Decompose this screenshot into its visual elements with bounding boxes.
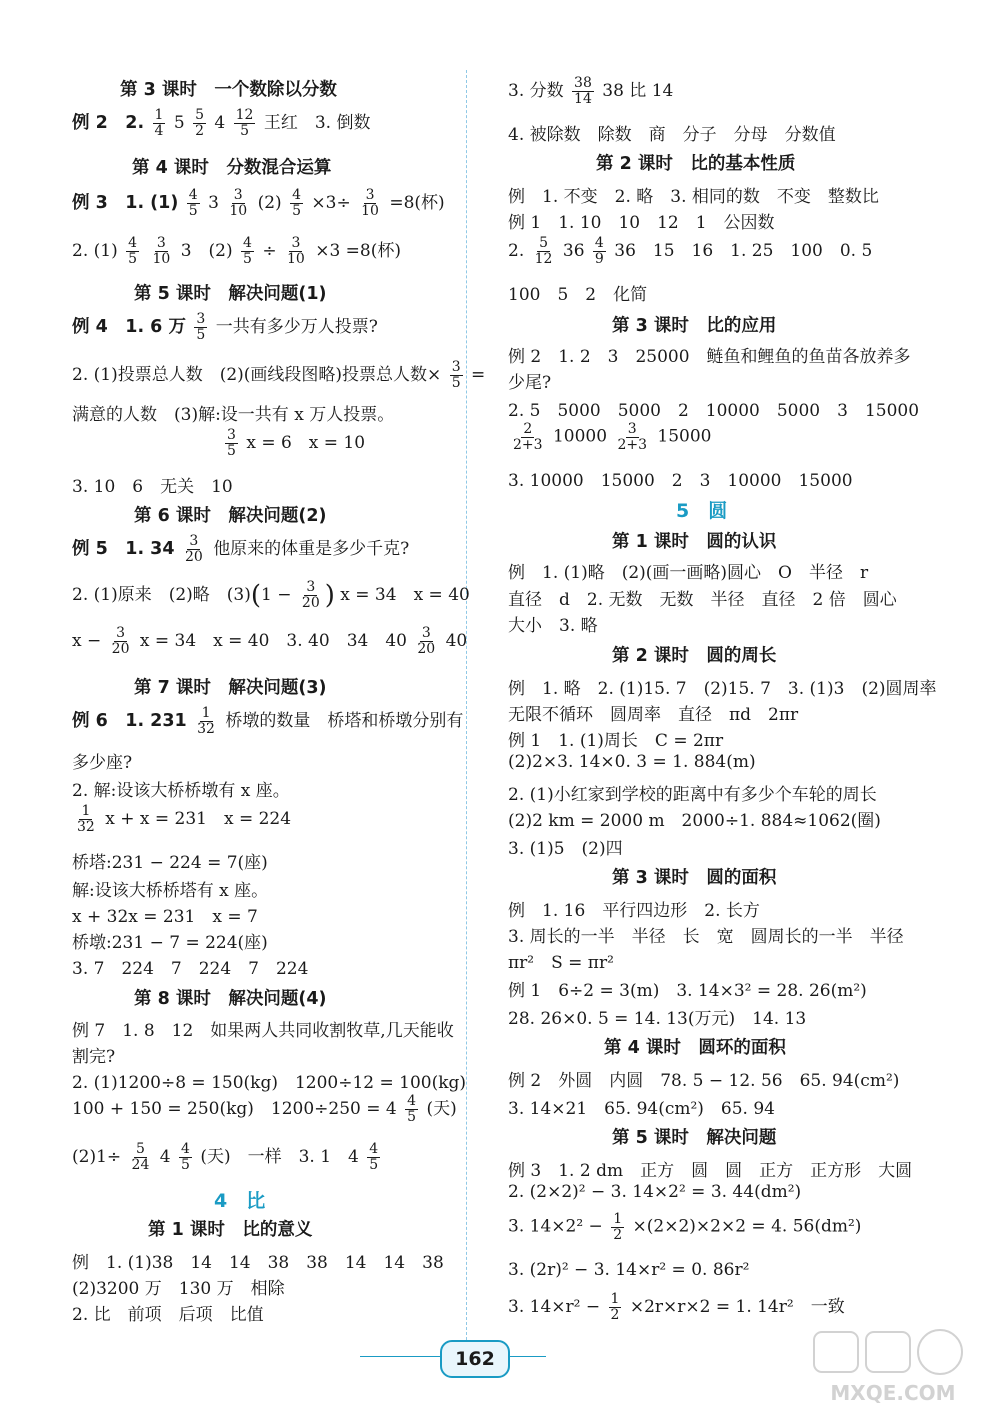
answer-line: 直径 d 2. 无数 无数 半径 直径 2 倍 圆心 (508, 590, 897, 610)
answer-line: 100 + 150 = 250(kg) 1200÷250 = 4 $\frac{4}{5}$ (天) (72, 1093, 457, 1125)
fraction: $\frac{4}{5}$ (188, 187, 198, 219)
answer-line: (2)2 km = 2000 m 2000÷1. 884≈1062(圈) (508, 811, 881, 831)
lesson-heading: 第 1 课时 圆的认识 (612, 532, 777, 552)
answer-line: 2. 比 前项 后项 比值 (72, 1305, 264, 1325)
answer-line: 满意的人数 (3)解:设一共有 x 万人投票。 (72, 405, 395, 425)
fraction: $\frac{5}{12}$ (534, 235, 553, 267)
answer-line: 2. (1)原来 (2)略 (3)(1 − $\frac{3}{20}$ ) x = 34 x = 40 (72, 579, 470, 611)
answer-line: 割完? (72, 1047, 116, 1067)
fraction: $\frac{3}{5}$ (451, 359, 461, 391)
answer-line: 桥塔:231 − 224 = 7(座) (72, 853, 268, 873)
answer-line: 例 1 1. (1)周长 C = 2πr (508, 731, 724, 751)
answer-line: 2. (1)投票总人数 (2)(画线段图略)投票总人数× $\frac{3}{5}$ = (72, 359, 486, 391)
answer-line: 例 7 1. 8 12 如果两人共同收割牧草,几天能收 (72, 1021, 454, 1041)
answer-line: 解:设该大桥桥塔有 x 座。 (72, 881, 269, 901)
answer-line: 例 1. (1)38 14 14 38 38 14 14 38 (72, 1253, 444, 1273)
answer-line: 例 1. 略 2. (1)15. 7 (2)15. 7 3. (1)3 (2)圆周率 (508, 679, 937, 699)
lesson-heading: 第 2 课时 圆的周长 (612, 646, 777, 666)
fraction: $\frac{1}{32}$ (197, 705, 215, 737)
lesson-heading: 第 3 课时 圆的面积 (612, 868, 777, 888)
answer-line: 大小 3. 略 (508, 616, 598, 636)
watermark-logo (808, 1328, 978, 1408)
fraction: $\frac{3}{20}$ (301, 579, 320, 611)
fraction: $\frac{3}{5}$ (196, 311, 206, 343)
lesson-heading: 第 1 课时 比的意义 (148, 1220, 313, 1240)
footer-rule-right (506, 1356, 546, 1357)
chapter-heading: 4 比 (214, 1190, 266, 1212)
fraction: $\frac{3}{2+3}$ (617, 421, 647, 453)
watermark-text: MXQE.COM (830, 1381, 956, 1405)
answer-line: 28. 26×0. 5 = 14. 13(万元) 14. 13 (508, 1009, 807, 1029)
fraction: $\frac{4}{5}$ (243, 235, 252, 267)
fraction: $\frac{3}{10}$ (286, 235, 305, 267)
fraction: $\frac{3}{10}$ (229, 187, 248, 219)
answer-line: 3. 10000 15000 2 3 10000 15000 (508, 471, 853, 491)
answer-line: 2. $\frac{5}{12}$ 36 $\frac{4}{9}$ 36 15 16 1. 25 100 0. 5 (508, 235, 873, 267)
chapter-heading: 5 圆 (676, 500, 728, 522)
fraction: $\frac{3}{20}$ (184, 533, 203, 565)
answer-line: πr² S = πr² (508, 953, 614, 973)
answer-line: $\frac{2}{2+3}$ 10000 $\frac{3}{2+3}$ 15000 (513, 421, 712, 453)
answer-line: 100 5 2 化简 (508, 285, 648, 305)
lesson-heading: 第 6 课时 解决问题(2) (134, 506, 327, 526)
lesson-heading: 第 2 课时 比的基本性质 (596, 154, 796, 174)
lesson-heading: 第 3 课时 比的应用 (612, 316, 777, 336)
answer-line: 2. 5 5000 5000 2 10000 5000 3 15000 (508, 401, 920, 421)
answer-line: 例 5 1. 34 $\frac{3}{20}$ 他原来的体重是多少千克? (72, 533, 410, 565)
fraction: $\frac{3}{10}$ (361, 187, 379, 219)
fraction: $\frac{5}{24}$ (131, 1141, 150, 1173)
fraction: $\frac{2}{2+3}$ (513, 421, 543, 453)
answer-line: 例 2 外圆 内圆 78. 5 − 12. 56 65. 94(cm²) (508, 1071, 900, 1091)
answer-line: 例 3 1. (1) $\frac{4}{5}$ 3 $\frac{3}{10}$ (2) $\frac{4}{5}$ ×3÷ $\frac{3}{10}$ =8(杯) (72, 187, 445, 219)
fraction: $\frac{1}{4}$ (154, 107, 164, 139)
answer-line: 2. 解:设该大桥桥墩有 x 座。 (72, 781, 290, 801)
answer-line: (2)1÷ $\frac{5}{24}$ 4 $\frac{4}{5}$ (天) 一样 3. 1 4 $\frac{4}{5}$ (72, 1141, 379, 1173)
fraction: $\frac{12}{5}$ (235, 107, 254, 139)
answer-line: x − $\frac{3}{20}$ x = 34 x = 40 3. 40 34 40 $\frac{3}{20}$ 40 (72, 625, 468, 657)
answer-line: 3. 10 6 无关 10 (72, 477, 233, 497)
answer-line: x + 32x = 231 x = 7 (72, 907, 258, 927)
answer-line: 例 3 1. 2 dm 正方 圆 圆 正方 正方形 大圆 (508, 1161, 913, 1181)
answer-line: 3. 分数 $\frac{38}{14}$ 38 比 14 (508, 75, 674, 107)
answer-line: 例 1. 不变 2. 略 3. 相同的数 不变 整数比 (508, 187, 879, 207)
answer-line: 3. (2r)² − 3. 14×r² = 0. 86r² (508, 1260, 750, 1280)
equation: $\frac{1}{32}$ x + x = 231 x = 224 (77, 803, 292, 835)
lesson-heading: 第 4 课时 分数混合运算 (132, 158, 332, 178)
answer-line: 例 4 1. 6 万 $\frac{3}{5}$ 一共有多少万人投票? (72, 311, 378, 343)
fraction: $\frac{4}{5}$ (369, 1141, 379, 1173)
answer-line: 例 2 1. 2 3 25000 鲢鱼和鲤鱼的鱼苗各放养多 (508, 347, 911, 367)
answer-line: (2)3200 万 130 万 相除 (72, 1279, 285, 1299)
answer-line: 2. (1)1200÷8 = 150(kg) 1200÷12 = 100(kg) (72, 1073, 467, 1093)
fraction: $\frac{1}{2}$ (613, 1211, 623, 1243)
fraction: $\frac{4}{5}$ (128, 235, 138, 267)
equation: 3. 14×r² − $\frac{1}{2}$ ×2r×r×2 = 1. 14r² 一致 (508, 1291, 845, 1323)
column-divider (466, 70, 467, 1340)
answer-line: 多少座? (72, 753, 133, 773)
fraction: $\frac{3}{5}$ (227, 427, 236, 459)
fraction: $\frac{3}{20}$ (417, 625, 436, 657)
fraction: $\frac{1}{2}$ (610, 1291, 620, 1323)
answer-line: 例 1 6÷2 = 3(m) 3. 14×3² = 28. 26(m²) (508, 981, 867, 1001)
answer-line: 3. (1)5 (2)四 (508, 839, 623, 859)
fraction: $\frac{4}{5}$ (407, 1093, 417, 1125)
lesson-heading: 第 4 课时 圆环的面积 (604, 1038, 786, 1058)
fraction: $\frac{4}{5}$ (181, 1141, 190, 1173)
answer-line: 3. 14×21 65. 94(cm²) 65. 94 (508, 1099, 775, 1119)
answer-line: 少尾? (508, 373, 552, 393)
fraction: $\frac{4}{5}$ (292, 187, 301, 219)
answer-line: 无限不循环 圆周率 直径 πd 2πr (508, 705, 799, 725)
answer-line: 桥墩:231 − 7 = 224(座) (72, 933, 268, 953)
lesson-heading: 第 8 课时 解决问题(4) (134, 989, 327, 1009)
lesson-heading: 第 5 课时 解决问题(1) (134, 284, 327, 304)
answer-line: 例 2 2. $\frac{1}{4}$ 5 $\frac{5}{2}$ 4 $\frac{12}{5}$ 王红 3. 倒数 (72, 107, 371, 139)
fraction: $\frac{38}{14}$ (574, 75, 592, 107)
answer-line: 例 6 1. 231 $\frac{1}{32}$ 桥墩的数量 桥塔和桥墩分别有 (72, 705, 464, 737)
fraction: $\frac{1}{32}$ (77, 803, 95, 835)
lesson-heading: 第 7 课时 解决问题(3) (134, 678, 327, 698)
answer-line: 2. (1) $\frac{4}{5}$ $\frac{3}{10}$ 3 (2) $\frac{4}{5}$ ÷ $\frac{3}{10}$ ×3 =8(杯) (72, 235, 402, 267)
answer-line: 3. 7 224 7 224 7 224 (72, 959, 309, 979)
equation: 3. 14×2² − $\frac{1}{2}$ ×(2×2)×2×2 = 4. 56(dm²) (508, 1211, 862, 1243)
answer-line: (2)2×3. 14×0. 3 = 1. 884(m) (508, 752, 756, 772)
answer-line: 2. (1)小红家到学校的距离中有多少个车轮的周长 (508, 785, 877, 805)
fraction: $\frac{5}{2}$ (195, 107, 204, 139)
answer-line: 例 1. (1)略 (2)(画一画略)圆心 O 半径 r (508, 563, 869, 583)
lesson-heading: 第 5 课时 解决问题 (612, 1128, 777, 1148)
answer-line: 例 1. 16 平行四边形 2. 长方 (508, 901, 760, 921)
fraction: $\frac{3}{20}$ (111, 625, 130, 657)
answer-line: 4. 被除数 除数 商 分子 分母 分数值 (508, 125, 836, 145)
answer-line: 例 1 1. 10 10 12 1 公因数 (508, 213, 775, 233)
answer-line: 3. 周长的一半 半径 长 宽 圆周长的一半 半径 (508, 927, 904, 947)
page-number: 162 (440, 1340, 510, 1378)
fraction: $\frac{4}{9}$ (594, 235, 604, 267)
fraction: $\frac{3}{10}$ (152, 235, 171, 267)
equation: $\frac{3}{5}$ x = 6 x = 10 (227, 427, 366, 459)
lesson-heading: 第 3 课时 一个数除以分数 (120, 80, 337, 100)
footer-rule-left (360, 1356, 440, 1357)
answer-line: 2. (2×2)² − 3. 14×2² = 3. 44(dm²) (508, 1182, 802, 1202)
